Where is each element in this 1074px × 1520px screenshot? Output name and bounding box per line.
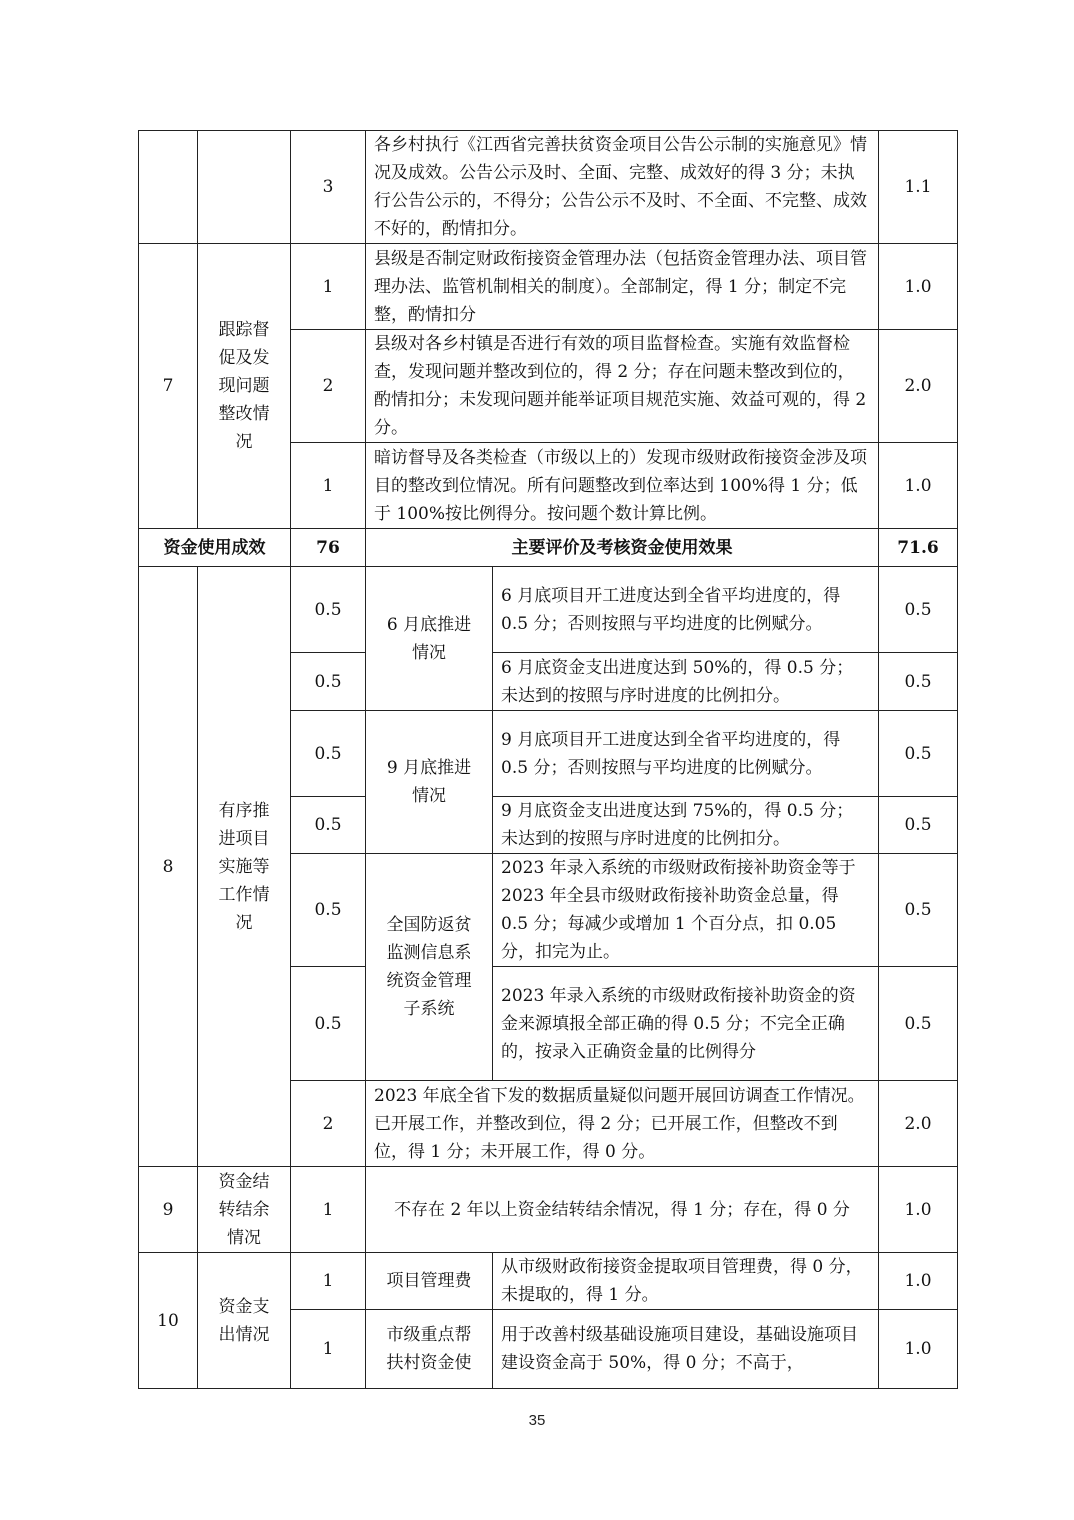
score-cell: 1 [291,1253,366,1310]
result-cell: 1.0 [879,1167,958,1253]
criteria-cell: 用于改善村级基础设施项目建设，基础设施项目建设资金高于 50%，得 0 分；不高于， [493,1310,879,1389]
row-number-cell: 10 [139,1253,198,1389]
criteria-cell: 6 月底资金支出进度达到 50%的，得 0.5 分；未达到的按照与序时进度的比例扣分。 [493,653,879,711]
score-cell: 0.5 [291,653,366,711]
score-cell: 0.5 [291,967,366,1081]
criteria-cell: 6 月底项目开工进度达到全省平均进度的，得 0.5 分；否则按照与平均进度的比例赋分。 [493,567,879,653]
score-cell: 3 [291,131,366,244]
score-cell: 1 [291,443,366,529]
table-row [139,131,958,244]
criteria-cell: 9 月底资金支出进度达到 75%的，得 0.5 分；未达到的按照与序时进度的比例扣分。 [493,797,879,854]
result-cell: 1.1 [879,131,958,244]
row-number-cell: 7 [139,244,198,529]
score-cell: 1 [291,244,366,330]
criteria-cell: 9 月底项目开工进度达到全省平均进度的，得 0.5 分；否则按照与平均进度的比例赋分。 [493,711,879,797]
subitem-cell: 9 月底推进情况 [366,711,493,854]
row-number-cell [139,131,198,244]
score-cell: 2 [291,1081,366,1167]
table-row [139,1253,958,1310]
category-cell [198,131,291,244]
criteria-cell: 2023 年底全省下发的数据质量疑似问题开展回访调查工作情况。已开展工作，并整改到位，得 2 分；已开展工作，但整改不到位，得 1 分；未开展工作，得 0 分。 [366,1081,879,1167]
result-cell: 0.5 [879,711,958,797]
result-cell: 0.5 [879,567,958,653]
criteria-cell: 2023 年录入系统的市级财政衔接补助资金的资金来源填报全部正确的得 0.5 分；不完全正确的，按录入正确资金量的比例得分 [493,967,879,1081]
summary-result: 71.6 [879,529,958,567]
score-cell: 0.5 [291,567,366,653]
result-cell: 1.0 [879,244,958,330]
subitem-cell: 项目管理费 [366,1253,493,1310]
row-number-cell: 8 [139,567,198,1167]
score-cell: 1 [291,1310,366,1389]
summary-description: 主要评价及考核资金使用效果 [366,529,879,567]
scoring-table [138,130,958,1389]
result-cell: 2.0 [879,1081,958,1167]
page-number: 35 [528,1412,546,1429]
category-cell: 跟踪督促及发现问题整改情况 [198,244,291,529]
criteria-cell: 暗访督导及各类检查（市级以上的）发现市级财政衔接资金涉及项目的整改到位情况。所有问题整改到位率达到 100%得 1 分；低于 100%按比例得分。按问题个数计算比例。 [366,443,879,529]
table-row [139,1167,958,1253]
score-cell: 0.5 [291,797,366,854]
summary-row [139,529,958,567]
criteria-cell: 从市级财政衔接资金提取项目管理费，得 0 分，未提取的，得 1 分。 [493,1253,879,1310]
result-cell: 0.5 [879,797,958,854]
result-cell: 0.5 [879,653,958,711]
row-number-cell: 9 [139,1167,198,1253]
table-row [139,567,958,653]
criteria-cell: 不存在 2 年以上资金结转结余情况，得 1 分；存在，得 0 分 [366,1167,879,1253]
score-cell: 0.5 [291,854,366,967]
category-cell: 有序推进项目实施等工作情况 [198,567,291,1167]
result-cell: 0.5 [879,854,958,967]
result-cell: 1.0 [879,1310,958,1389]
result-cell: 2.0 [879,330,958,443]
category-cell: 资金支出情况 [198,1253,291,1389]
subitem-cell: 全国防返贫监测信息系统资金管理子系统 [366,854,493,1081]
category-cell: 资金结转结余情况 [198,1167,291,1253]
summary-label: 资金使用成效 [139,529,291,567]
criteria-cell: 2023 年录入系统的市级财政衔接补助资金等于 2023 年全县市级财政衔接补助资金总量，得 0.5 分；每减少或增加 1 个百分点，扣 0.05 分，扣完为止。 [493,854,879,967]
summary-score: 76 [291,529,366,567]
result-cell: 1.0 [879,1253,958,1310]
subitem-cell: 6 月底推进情况 [366,567,493,711]
criteria-cell: 县级对各乡村镇是否进行有效的项目监督检查。实施有效监督检查，发现问题并整改到位的，得 2 分；存在问题未整改到位的，酌情扣分；未发现问题并能举证项目规范实施、效益可观的，得 2 分。 [366,330,879,443]
subitem-cell: 市级重点帮扶村资金使 [366,1310,493,1389]
result-cell: 0.5 [879,967,958,1081]
criteria-cell: 各乡村执行《江西省完善扶贫资金项目公告公示制的实施意见》情况及成效。公告公示及时、全面、完整、成效好的得 3 分；未执行公告公示的，不得分；公告公示不及时、不全面、不完整、成效不好的，酌情扣分。 [366,131,879,244]
score-cell: 0.5 [291,711,366,797]
result-cell: 1.0 [879,443,958,529]
criteria-cell: 县级是否制定财政衔接资金管理办法（包括资金管理办法、项目管理办法、监管机制相关的制度）。全部制定，得 1 分；制定不完整，酌情扣分 [366,244,879,330]
score-cell: 1 [291,1167,366,1253]
table-row [139,244,958,330]
score-cell: 2 [291,330,366,443]
